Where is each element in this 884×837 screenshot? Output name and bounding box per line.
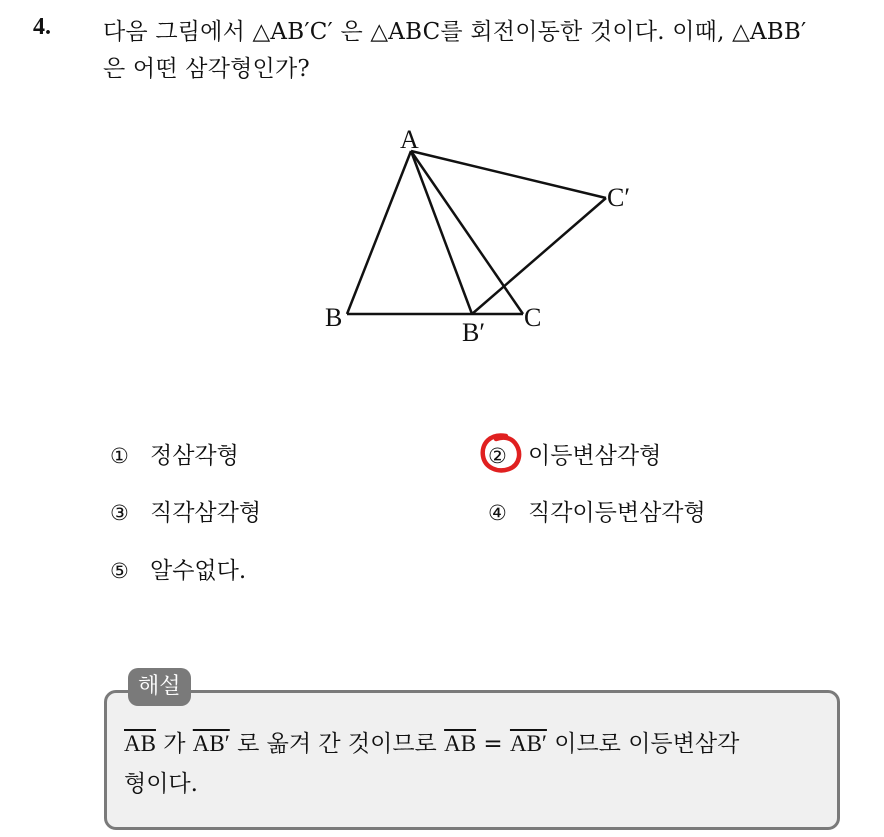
- choice-5-number: ⑤: [110, 559, 129, 583]
- question-line-1: 다음 그림에서 △AB′C′ 은 △ABC를 회전이동한 것이다. 이때, △ABB′: [103, 19, 807, 45]
- segment-ab-prime-overline: AB′: [192, 731, 230, 756]
- choice-1[interactable]: [110, 441, 239, 471]
- segment-B-prime-C-prime: [472, 198, 606, 314]
- choice-3[interactable]: [110, 498, 261, 528]
- choice-5[interactable]: [110, 556, 246, 586]
- label-B-prime: B′: [462, 318, 486, 347]
- choice-3-label: 직각삼각형: [150, 500, 262, 526]
- choice-1-label: 정삼각형: [150, 443, 239, 469]
- solution-tag: 해설: [128, 668, 191, 706]
- solution-text-part: 이므로 이등변삼각: [546, 731, 740, 757]
- segment-AB: [347, 151, 411, 314]
- question-line-2: 은 어떤 삼각형인가?: [103, 56, 310, 82]
- choice-2-label: 이등변삼각형: [528, 443, 662, 469]
- choice-4-label: 직각이등변삼각형: [528, 500, 706, 526]
- choice-4[interactable]: [488, 498, 706, 528]
- choice-1-number: ①: [110, 444, 129, 468]
- triangle-diagram: [300, 110, 660, 360]
- solution-text-part: 로 옮겨 간 것이므로: [229, 731, 445, 757]
- choice-4-number: ④: [488, 501, 507, 525]
- choice-3-number: ③: [110, 501, 129, 525]
- segment-ab-overline: $\overline{AB}$: [444, 731, 477, 756]
- label-B: B: [325, 303, 343, 332]
- answer-circle-mark: [476, 430, 526, 476]
- choice-5-label: 알수없다.: [150, 558, 247, 584]
- segment-ab-prime-overline: AB′: [509, 731, 547, 756]
- question-text: [103, 14, 873, 88]
- solution-text-part: 가: [155, 731, 193, 757]
- solution-line-1: [124, 724, 829, 764]
- solution-text: [124, 724, 829, 804]
- solution-line-2: 형이다.: [124, 771, 198, 797]
- label-C: C: [524, 303, 542, 332]
- solution-text-part: =: [476, 731, 510, 757]
- label-C-prime: C′: [607, 183, 631, 212]
- choice-2-number: ②: [488, 444, 507, 468]
- question-number: 4.: [33, 14, 51, 40]
- label-A: A: [400, 125, 419, 154]
- rotation-figure: [300, 110, 660, 360]
- segment-ab-overline: $\overline{AB}$: [124, 731, 156, 756]
- segment-AC: [411, 151, 523, 314]
- segment-AC-prime: [411, 151, 606, 198]
- segment-AB-prime: [411, 151, 472, 314]
